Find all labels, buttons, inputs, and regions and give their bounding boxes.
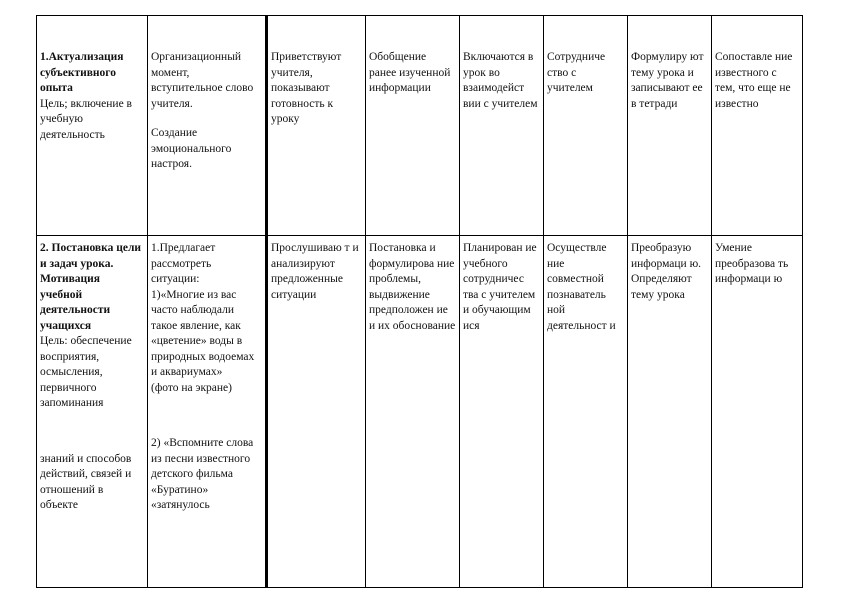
table-cell: Включаются в урок во взаимодейст вии с учителем — [460, 16, 544, 236]
table-cell: Планирован ие учебного сотрудничес тва с учителем и обучающим ися — [460, 236, 544, 588]
stage-title: 1.Актуализация субъективного опыта — [40, 51, 124, 94]
lesson-plan-table — [36, 15, 803, 588]
table-cell: Умение преобразова ть информаци ю — [712, 236, 803, 588]
table-row — [37, 16, 803, 236]
stage-goal-continued: знаний и способов действий, связей и отношений в объекте — [40, 452, 132, 511]
table-cell: Формулиру ют тему урока и записывают ее в тетради — [628, 16, 712, 236]
teacher-text: 1.Предлагает рассмотреть ситуации: — [151, 242, 216, 285]
stage-goal: Цель; включение в учебную деятельность — [40, 97, 132, 141]
teacher-activity-cell — [148, 236, 267, 588]
stage-goal: Цель: обеспечение восприятия, осмысления, первичного запоминания — [40, 335, 132, 409]
stage-cell — [37, 16, 148, 236]
table-row — [37, 236, 803, 588]
teacher-text: 1)«Многие из вас часто наблюдали такое явление, как «цветение» воды в природных водоемах и аквариумах» — [151, 288, 255, 378]
stage-title: 2. Постановка цели и задач урока. Мотивация учебной деятельности учащихся — [40, 242, 142, 332]
table-cell: Сотрудниче ство с учителем — [544, 16, 628, 236]
stage-cell — [37, 236, 148, 588]
teacher-text: (фото на экране) — [151, 381, 232, 394]
table-cell: Осуществле ние совместной познаватель ной деятельност и — [544, 236, 628, 588]
teacher-text: Создание эмоционального настроя. — [151, 127, 232, 170]
table-cell: Сопоставле ние известного с тем, что еще не известно — [712, 16, 803, 236]
teacher-text: Организационный момент, вступительное слово учителя. — [151, 51, 254, 110]
table-cell: Обобщение ранее изученной информации — [366, 16, 460, 236]
table-cell: Приветствуют учителя, показывают готовность к уроку — [267, 16, 366, 236]
teacher-text: 2) «Вспомните слова из песни известного детского фильма «Буратино» «затянулось — [151, 437, 254, 511]
table-cell: Прослушиваю т и анализируют предложенные ситуации — [267, 236, 366, 588]
table-cell: Преобразую информаци ю. Определяют тему урока — [628, 236, 712, 588]
table-cell: Постановка и формулирова ние проблемы, выдвижение предположен ие и их обоснование — [366, 236, 460, 588]
teacher-activity-cell — [148, 16, 267, 236]
